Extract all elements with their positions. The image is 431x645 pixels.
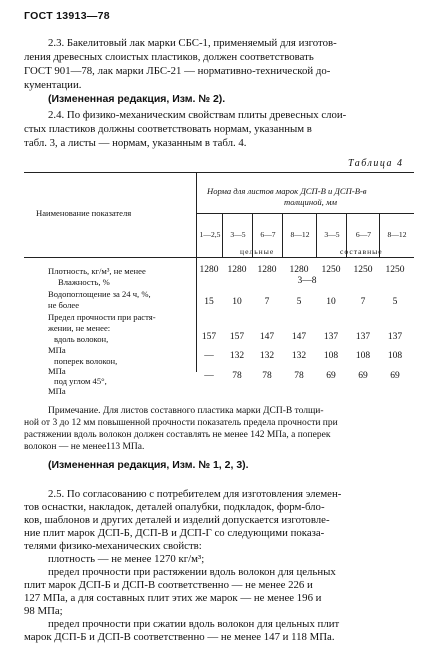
para-2-3-line-1: 2.3. Бакелитовый лак марки СБС-1, применяемый для изготов-: [48, 37, 337, 49]
tensile-across-value: 108: [387, 351, 403, 361]
para-2-4-line-1: 2.4. По физико-механическим свойствам плиты древесных слои-: [48, 109, 347, 121]
water-absorption-value: 10: [232, 297, 242, 307]
density-value: 1280: [227, 265, 247, 275]
row-label-across-fibers-unit: МПа: [48, 366, 66, 376]
thickness-4: 8—12: [290, 230, 310, 239]
para-2-5-line-7: предел прочности при растяжении вдоль волокон для цельных: [48, 566, 336, 578]
water-absorption-value: 5: [296, 297, 302, 307]
para-2-5-line-5: телями физико-механических свойств:: [24, 540, 202, 552]
col-rule: [316, 213, 317, 257]
row-label-water-absorption: Водопоглощение за 24 ч, %,: [48, 289, 151, 299]
para-2-3-line-2: ления древесных слоистых пластиков, должен соответствовать: [24, 51, 314, 63]
para-2-3-line-3: ГОСТ 901—78, лак марки ЛБС-21 — нормативно-технической до-: [24, 65, 331, 77]
para-2-3-line-4: кументации.: [24, 79, 82, 91]
para-2-5-line-3: ков, шаблонов и других деталей и изделий допускается изготовле-: [24, 514, 330, 526]
water-absorption-value: 10: [326, 297, 336, 307]
table-note-line-2: ной от 3 до 12 мм повышенной прочности показатель предела прочности при: [24, 418, 338, 428]
density-value: 1280: [257, 265, 277, 275]
density-value: 1280: [199, 265, 219, 275]
para-2-4-line-2: стых пластиков должны соответствовать нормам, указанным в: [24, 123, 312, 135]
row-label-density: Плотность, кг/м³, не менее: [48, 266, 146, 276]
amendment-note-2: (Измененная редакция, Изм. № 1, 2, 3).: [48, 459, 249, 471]
row-label-water-absorption-2: не более: [48, 300, 80, 310]
para-2-5-line-11: предел прочности при сжатии вдоль волокон для цельных плит: [48, 618, 340, 630]
tensile-across-value: 132: [259, 351, 275, 361]
indicator-column-header: Наименование показателя: [36, 208, 132, 218]
para-2-5-line-4: ние плит марок ДСП-Б, ДСП-В и ДСП-Г со следующими показа-: [24, 527, 325, 539]
table-note-line-3: растяжении вдоль волокон должен составлять не менее 142 МПа, а поперек: [24, 430, 331, 440]
tensile-45-value: 69: [390, 371, 400, 381]
amendment-note-1: (Измененная редакция, Изм. № 2).: [48, 93, 226, 105]
para-2-5-line-6: плотность — не менее 1270 кг/м³;: [48, 553, 205, 565]
col-rule: [222, 213, 223, 257]
row-label-angle-45-unit: МПа: [48, 386, 66, 396]
density-value: 1280: [289, 265, 309, 275]
density-value: 1250: [321, 265, 341, 275]
water-absorption-value: 5: [392, 297, 398, 307]
water-absorption-value: 7: [360, 297, 366, 307]
thickness-7: 8—12: [387, 230, 407, 239]
tensile-along-value: 147: [291, 332, 307, 342]
row-label-humidity: Влажность, %: [58, 277, 110, 287]
tensile-45-value: 78: [232, 371, 242, 381]
row-label-tensile-2: жении, не менее:: [48, 323, 111, 333]
humidity-value: 3—8: [297, 276, 317, 286]
norm-header-line-1: Норма для листов марок ДСП-В и ДСП-В-в: [207, 186, 367, 196]
tensile-along-value: 137: [323, 332, 339, 342]
row-label-along-fibers: вдоль волокон,: [54, 334, 109, 344]
row-label-along-fibers-unit: МПа: [48, 345, 66, 355]
table-top-rule: [24, 172, 414, 173]
tensile-45-value: 78: [294, 371, 304, 381]
tensile-across-value: 132: [291, 351, 307, 361]
tensile-across-value: —: [204, 351, 214, 361]
water-absorption-value: 15: [204, 297, 214, 307]
tensile-45-value: 78: [262, 371, 272, 381]
tensile-45-value: —: [204, 371, 214, 381]
tensile-across-value: 108: [355, 351, 371, 361]
para-2-5-line-1: 2.5. По согласованию с потребителем для изготовления элемен-: [48, 488, 342, 500]
norm-header-line-2: толщиной, мм: [284, 197, 337, 207]
thickness-2: 3—5: [230, 230, 246, 239]
para-2-5-line-8: плит марок ДСП-Б и ДСП-В соответственно — не менее 226 и: [24, 579, 313, 591]
col-rule: [282, 213, 283, 257]
tensile-along-value: 137: [355, 332, 371, 342]
document-header: ГОСТ 13913—78: [24, 10, 110, 22]
density-value: 1250: [385, 265, 405, 275]
thickness-3: 6—7: [260, 230, 276, 239]
tensile-across-value: 108: [323, 351, 339, 361]
para-2-5-line-9: 127 МПа, а для составных плит этих же марок — не менее 196 и: [24, 592, 322, 604]
group-solid-label: цельные: [240, 247, 275, 256]
norm-header-rule: [196, 213, 414, 214]
para-2-5-line-2: тов оснастки, накладок, деталей опалубки, подкладок, форм-бло-: [24, 501, 325, 513]
tensile-along-value: 147: [259, 332, 275, 342]
row-label-across-fibers: поперек волокон,: [54, 356, 118, 366]
row-label-angle-45: под углом 45°,: [54, 376, 107, 386]
water-absorption-value: 7: [264, 297, 270, 307]
group-composite-label: составные: [340, 247, 383, 256]
tensile-along-value: 157: [229, 332, 245, 342]
thickness-5: 3—5: [324, 230, 340, 239]
table-head-bottom-rule: [24, 257, 414, 258]
para-2-4-line-3: табл. 3, а листы — нормам, указанным в табл. 4.: [24, 137, 247, 149]
tensile-45-value: 69: [358, 371, 368, 381]
tensile-along-value: 137: [387, 332, 403, 342]
para-2-5-line-10: 98 МПа;: [24, 605, 63, 617]
thickness-1: 1—2,5: [199, 230, 221, 239]
tensile-45-value: 69: [326, 371, 336, 381]
indicator-col-rule: [196, 172, 197, 372]
table-caption: Таблица 4: [348, 158, 404, 169]
thickness-6: 6—7: [355, 230, 372, 239]
table-note-line-4: волокон — не менее113 МПа.: [24, 442, 145, 452]
row-label-tensile: Предел прочности при растя-: [48, 312, 156, 322]
para-2-5-line-12: марок ДСП-Б и ДСП-В соответственно — не менее 147 и 118 МПа.: [24, 631, 335, 643]
density-value: 1250: [353, 265, 373, 275]
table-note-line-1: Примечание. Для листов составного пластика марки ДСП-В толщи-: [48, 406, 324, 416]
tensile-along-value: 157: [201, 332, 217, 342]
tensile-across-value: 132: [229, 351, 245, 361]
